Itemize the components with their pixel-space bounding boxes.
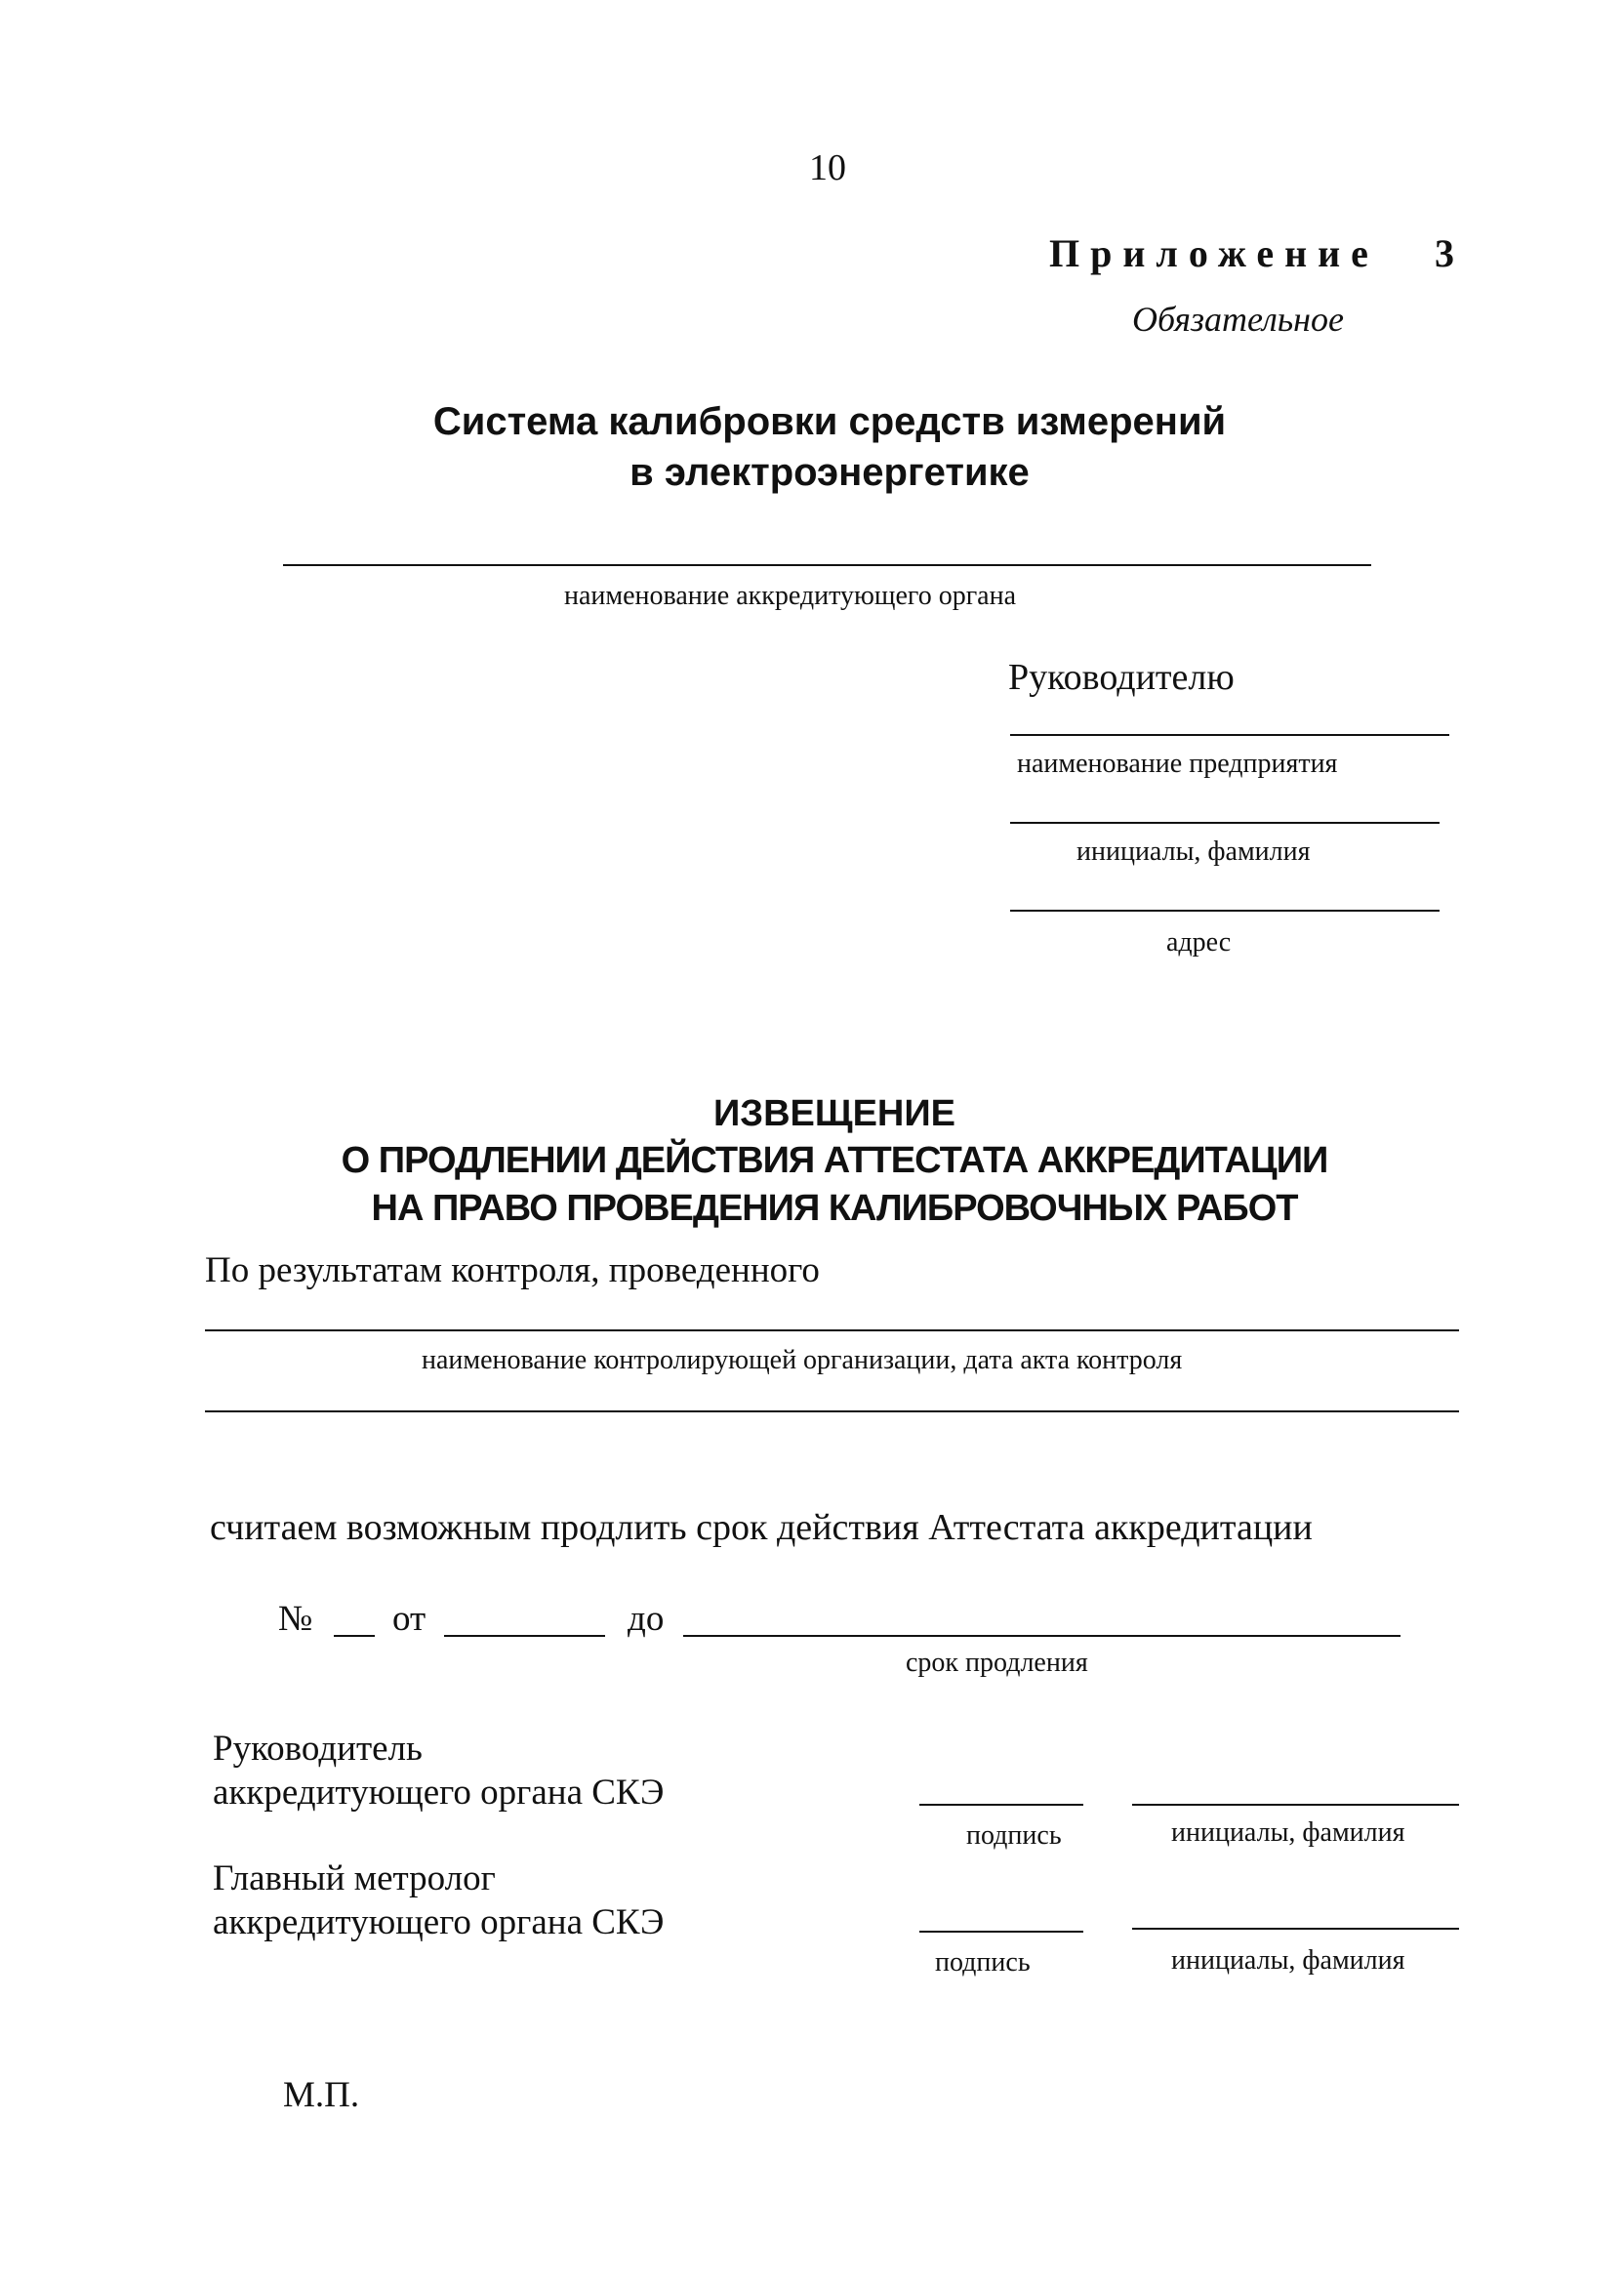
to-date-line — [683, 1635, 1401, 1637]
control-caption: наименование контролирующей организации, дата акта контроля — [422, 1345, 1183, 1375]
signer1-signature-line — [919, 1804, 1083, 1806]
system-title-line1: Система калибровки средств измерений — [432, 400, 1227, 443]
signer2-role-line2: аккредитующего органа СКЭ — [213, 1902, 665, 1942]
org-name-line — [283, 564, 1371, 566]
signer2-name-caption: инициалы, фамилия — [1171, 1945, 1405, 1976]
signer2-name-line — [1132, 1928, 1459, 1930]
page-number: 10 — [809, 147, 846, 188]
signer1-sign-caption: подпись — [966, 1820, 1062, 1851]
stamp-place: М.П. — [283, 2075, 360, 2115]
address-line — [1010, 910, 1440, 912]
system-title-line2: в электроэнергетике — [629, 451, 1030, 494]
name-caption: инициалы, фамилия — [1076, 836, 1311, 867]
control-line-1 — [205, 1329, 1459, 1331]
term-caption: срок продления — [906, 1648, 1088, 1678]
signer2-sign-caption: подпись — [935, 1947, 1031, 1978]
name-line — [1010, 822, 1440, 824]
notice-title-line3: НА ПРАВО ПРОВЕДЕНИЯ КАЛИБРОВОЧНЫХ РАБОТ — [371, 1188, 1298, 1229]
appendix-status: Обязательное — [1132, 300, 1344, 339]
appendix-number: 3 — [1435, 231, 1454, 275]
to-label: до — [628, 1599, 665, 1639]
notice-title-line2: О ПРОДЛЕНИИ ДЕЙСТВИЯ АТТЕСТАТА АККРЕДИТАЦИИ — [341, 1140, 1328, 1181]
enterprise-caption: наименование предприятия — [1017, 749, 1338, 779]
signer1-role-line2: аккредитующего органа СКЭ — [213, 1773, 665, 1813]
notice-title-line1: ИЗВЕЩЕНИЕ — [712, 1093, 956, 1134]
signer2-signature-line — [919, 1931, 1083, 1933]
from-date-line — [444, 1635, 605, 1637]
certificate-number-label: № — [278, 1599, 313, 1639]
signer1-role-line1: Руководитель — [213, 1729, 423, 1769]
certificate-number-line — [334, 1635, 375, 1637]
appendix-label: Приложение — [1049, 231, 1379, 275]
control-line-2 — [205, 1410, 1459, 1412]
address-caption: адрес — [1166, 927, 1232, 958]
enterprise-line — [1010, 734, 1449, 736]
from-label: от — [392, 1599, 426, 1639]
org-name-caption: наименование аккредитующего органа — [564, 581, 1017, 611]
signer1-name-line — [1132, 1804, 1459, 1806]
signer2-role-line1: Главный метролог — [213, 1858, 496, 1898]
signer1-name-caption: инициалы, фамилия — [1171, 1817, 1405, 1848]
extension-text: считаем возможным продлить срок действия Аттестата аккредитации — [210, 1507, 1313, 1548]
addressee-to: Руководителю — [1008, 657, 1235, 698]
control-intro: По результатам контроля, проведенного — [205, 1250, 820, 1290]
